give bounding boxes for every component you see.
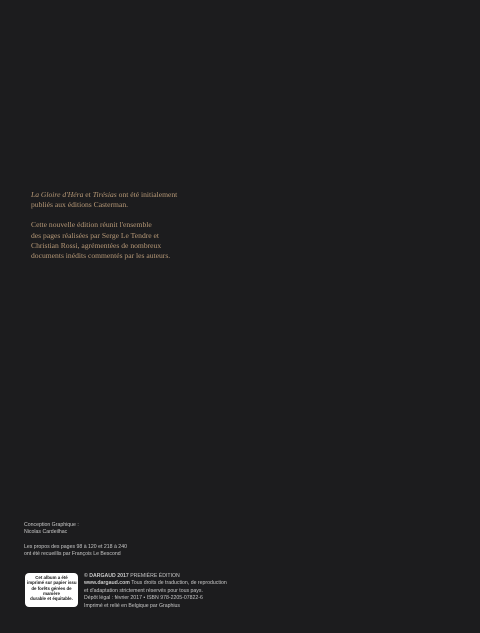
legal-deposit-isbn: Dépôt légal : février 2017 • ISBN 978-2205-07822-6 [84,595,203,602]
book-title-tiresias: Tirésias [92,190,117,199]
book-title-gloire-hera: La Gloire d'Héra [31,190,84,199]
new-edition-note: Cette nouvelle édition réunit l'ensemble des pages réalisées par Serge Le Tendre et Christian Rossi, agrémentées de nombreux documents inédits commentés par les auteurs. [31,220,171,261]
edition-note [31,190,231,271]
original-publication-note: La Gloire d'Héra et Tirésias ont été initialement publiés aux éditions Casterman. [31,190,178,210]
copyright-line: © DARGAUD 2017 PREMIÈRE ÉDITION [84,573,180,579]
printer-line: Imprimé et relié en Belgique par Graphius [84,602,181,609]
interview-credit: Les propos des pages 98 à 120 et 218 à 240 ont été recueillis par François Le Bescond [24,543,127,558]
rights-line: www.dargaud.com Tous droits de traduction, de reproduction [84,580,227,587]
eco-paper-badge: Cet album a été imprimé sur papier issu de forêts gérées de manière durable et équitable. [25,573,78,607]
publisher-website: www.dargaud.com [84,580,130,587]
credits [24,522,224,566]
legal-notice: © DARGAUD 2017 PREMIÈRE ÉDITION www.dargaud.com Tous droits de traduction, de reproduction et d'adaptation strictement réservés pour tous pays. Dépôt légal : février 2017 • ISBN 978-2205-07822-6 Imprimé et relié en Belgique par Graphius [84,573,284,610]
graphic-design-credit: Conception Graphique : Nicolas Cardeilhac [24,522,79,536]
